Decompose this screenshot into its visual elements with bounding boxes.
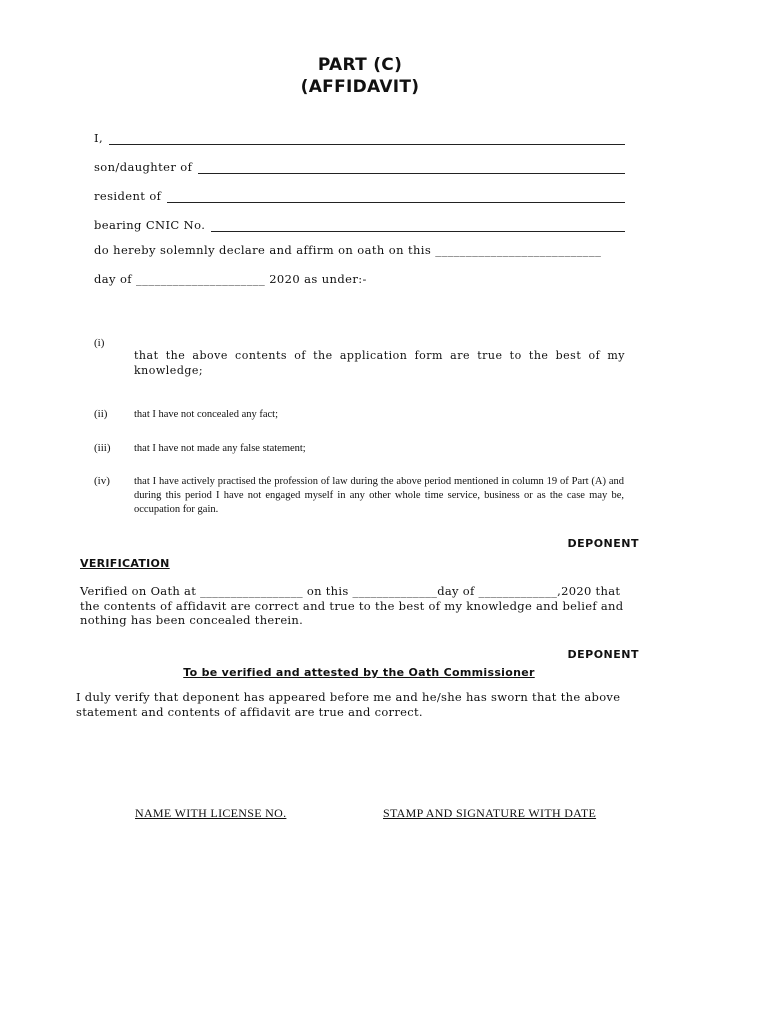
item-number-4: (iv) <box>94 475 110 487</box>
item-text-3: that I have not made any false statement; <box>134 443 306 454</box>
cnic-blank[interactable] <box>211 218 625 232</box>
parent-label: son/daughter of <box>94 160 193 174</box>
verification-heading: VERIFICATION <box>80 557 170 570</box>
document-title: PART (C) <box>317 55 403 75</box>
verification-body: Verified on Oath at _________________ on this ______________day of _____________,2020 that the contents of affidavit are correct and true to the best of my knowledge and belief and nothing has been concealed therein. <box>80 584 624 627</box>
item-text-1: that the above contents of the application form are true to the best of my knowledge; <box>134 349 625 377</box>
item-text-4: that I have actively practised the profession of law during the above period mentioned in column 19 of Part (A) and during this period I have not engaged myself in any other whole time service, business or as the case may be, occupation for gain. <box>134 476 624 515</box>
item-number-2: (ii) <box>94 408 108 420</box>
item-number-1: (i) <box>94 337 105 349</box>
item-number-3: (iii) <box>94 442 111 454</box>
document-subtitle: (AFFIDAVIT) <box>300 77 420 97</box>
name-label: I, <box>94 131 103 145</box>
resident-field-row <box>94 185 625 203</box>
resident-label: resident of <box>94 189 162 203</box>
name-license-label: NAME WITH LICENSE NO. <box>135 806 287 820</box>
name-field-row <box>94 127 625 145</box>
stamp-signature-label: STAMP AND SIGNATURE WITH DATE <box>383 806 597 820</box>
resident-blank[interactable] <box>167 189 625 203</box>
deponent-label-1: DEPONENT <box>567 537 639 550</box>
parent-field-row <box>94 156 625 174</box>
item-text-2: that I have not concealed any fact; <box>134 409 279 420</box>
declare-line: do hereby solemnly declare and affirm on oath on this ___________________________ <box>94 243 602 257</box>
oath-commissioner-body: I duly verify that deponent has appeared before me and he/she has sworn that the above statement and contents of affidavit are true and correct. <box>76 690 621 719</box>
name-blank[interactable] <box>109 131 625 145</box>
parent-blank[interactable] <box>198 160 625 174</box>
cnic-field-row <box>94 214 625 232</box>
deponent-label-2: DEPONENT <box>567 648 639 661</box>
day-line: day of _____________________ 2020 as under:- <box>94 272 367 286</box>
oath-commissioner-heading: To be verified and attested by the Oath Commissioner <box>183 666 535 679</box>
cnic-label: bearing CNIC No. <box>94 218 206 232</box>
